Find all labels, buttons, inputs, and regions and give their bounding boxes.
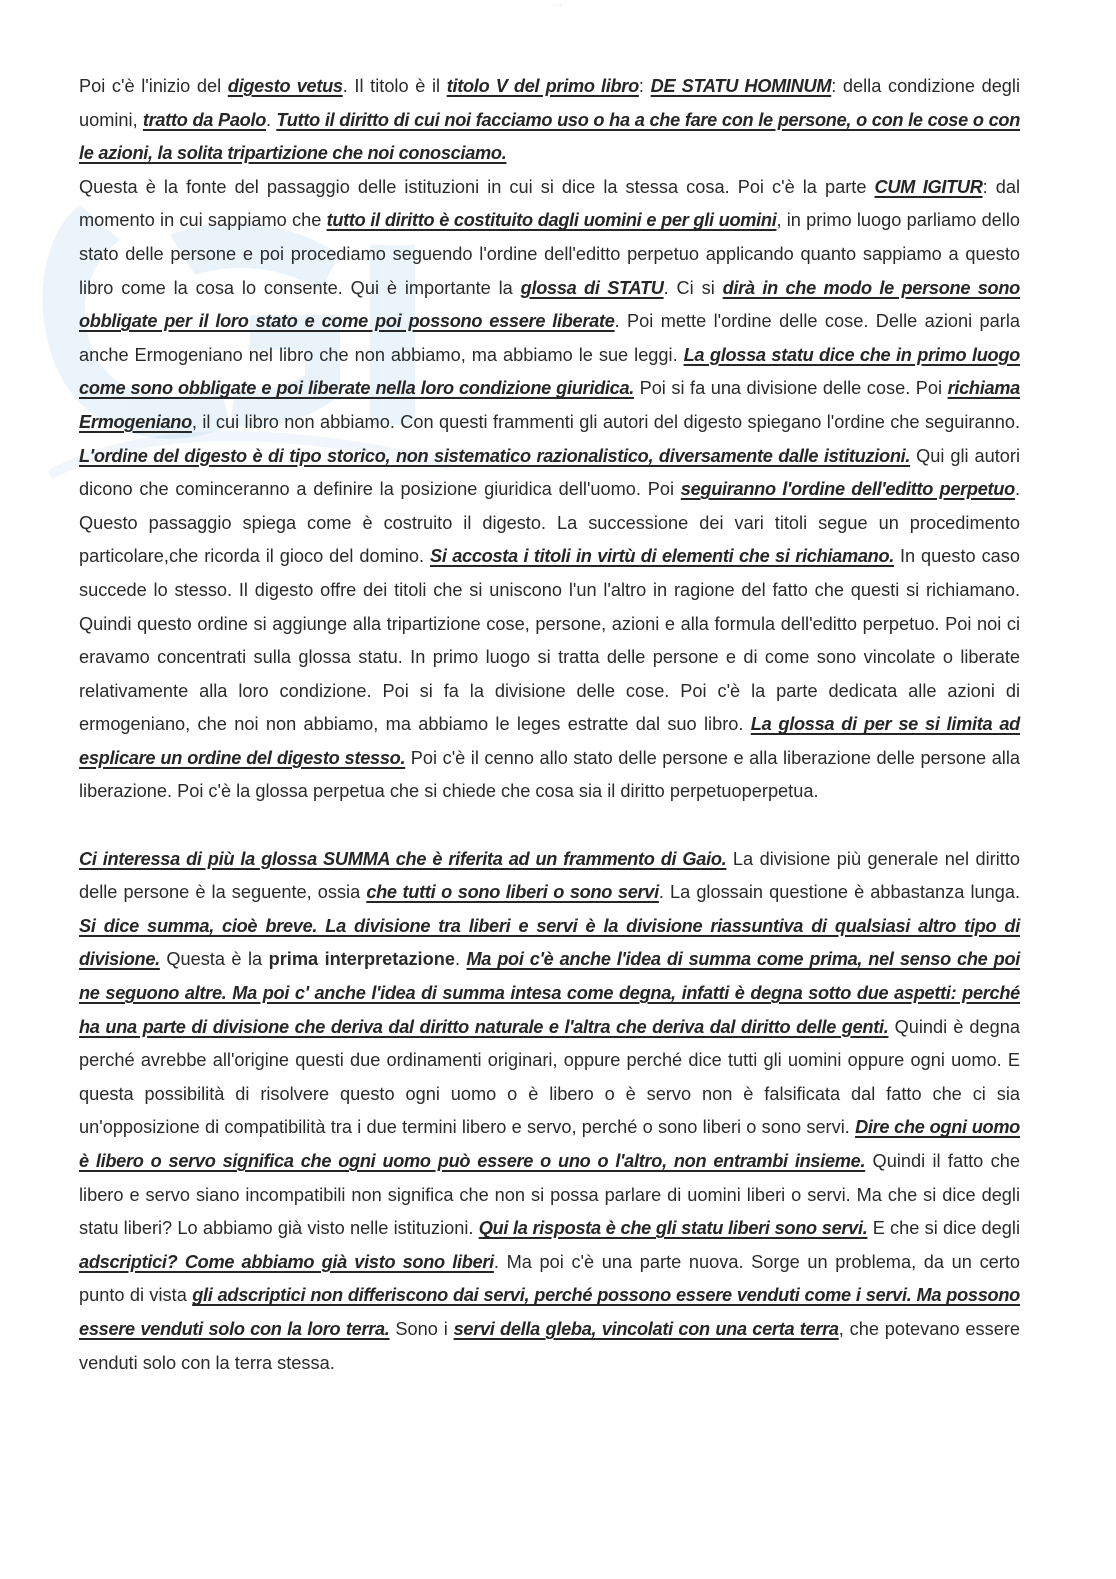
body-text: : xyxy=(638,76,651,96)
highlighted-text: che tutti o sono liberi o sono servi xyxy=(366,882,659,903)
highlighted-text: Qui la risposta è che gli statu liberi sono servi. xyxy=(478,1218,868,1239)
paragraph xyxy=(79,70,1020,171)
body-text: Questa è la fonte del passaggio delle istituzioni in cui si dice la stessa cosa. Poi c'è la parte xyxy=(79,176,875,197)
body-text: : della condizione degli uomini, xyxy=(79,76,1021,130)
body-text: Sono i xyxy=(389,1318,454,1339)
body-text: : dal momento in cui sappiamo che xyxy=(79,176,1020,231)
body-text: , che potevano essere venduti solo con la terra stessa. xyxy=(79,1318,1021,1373)
highlighted-text: La glossa di per se si limita ad esplicare un ordine del digesto stesso. xyxy=(79,714,1020,768)
highlighted-text: adscriptici? Come abbiamo già visto sono liberi xyxy=(79,1251,494,1272)
body-text: . Poi mette l'ordine delle cose. Delle azioni parla anche Ermogeniano nel libro che non abbiamo, ma abbiamo le sue leggi. xyxy=(79,311,1020,365)
body-text: . Ci si xyxy=(663,277,723,298)
body-text: . xyxy=(454,949,467,970)
highlighted-text: Dire che ogni uomo è libero o servo significa che ogni uomo può essere o uno o l'altro, non entrambi insieme. xyxy=(79,1117,1020,1171)
highlighted-text: servi della gleba, vincolati con una certa terra xyxy=(453,1318,839,1339)
body-text: Poi si fa una divisione delle cose. Poi xyxy=(634,378,948,399)
body-text: La divisione più generale nel diritto delle persone è la seguente, ossia xyxy=(79,848,1020,903)
page-body xyxy=(79,70,1020,1380)
body-text: Qui gli autori dicono che cominceranno a definire la posizione giuridica dell'uomo. Poi xyxy=(79,445,1021,500)
bold-text: prima interpretazione xyxy=(268,949,455,970)
body-text: . La glossain questione è abbastanza lunga. xyxy=(658,882,1020,903)
paragraph xyxy=(79,843,1020,1381)
highlighted-text: Tutto il diritto di cui noi facciamo uso o ha a che fare con le persone, o con le cose o con le azioni, la solita tripartizione che noi conosciamo. xyxy=(79,109,1021,164)
body-text: . Questo passaggio spiega come è costruito il digesto. La successione dei vari titoli segue un procedimento particolare,che ricorda il gioco del domino. xyxy=(79,479,1020,567)
body-text: Questa è la xyxy=(159,949,269,970)
highlighted-text: L'ordine del digesto è di tipo storico, non sistematico razionalistico, diversamente dalle istituzioni. xyxy=(79,445,911,466)
body-text: Quindi il fatto che libero e servo siano incompatibili non significa che non si possa parlare di uomini liberi o servi. Ma che si dice degli statu liberi? Lo abbiamo già visto nelle istituzioni. xyxy=(79,1151,1020,1239)
body-text: . Il titolo è il xyxy=(342,76,447,96)
highlighted-text: seguiranno l'ordine dell'editto perpetuo xyxy=(680,479,1015,500)
highlighted-text: digesto vetus xyxy=(227,76,343,96)
highlighted-text: tratto da Paolo xyxy=(142,109,267,130)
highlighted-text: CUM IGITUR xyxy=(874,176,983,197)
highlighted-text: richiama Ermogeniano xyxy=(79,378,1020,432)
highlighted-text: gli adscriptici non differiscono dai servi, perché possono essere venduti come i servi. Ma possono essere venduti solo con la loro terra. xyxy=(79,1285,1020,1339)
highlighted-text: dirà in che modo le persone sono obbligate per il loro stato e come poi possono essere liberate xyxy=(79,277,1020,332)
body-text: Quindi è degna perché avrebbe all'origine questi due ordinamenti originari, oppure perché dice tutti gli uomini oppure ogni uomo. E questa possibilità di risolvere questo ogni uomo o è libero o è servo non è falsificata dal fatto che ci sia un'opposizione di compatibilità tra i due termini libero e servo, perché o sono liberi o sono servi. xyxy=(79,1016,1020,1138)
paragraph xyxy=(79,171,1020,809)
body-text: . Ma poi c'è una parte nuova. Sorge un problema, da un certo punto di vista xyxy=(79,1251,1020,1306)
body-text: Poi c'è l'inizio del xyxy=(79,76,228,96)
highlighted-text: titolo V del primo libro xyxy=(446,76,639,96)
body-text: Poi c'è il cenno allo stato delle persone e alla liberazione delle persone alla liberazione. Poi c'è la glossa perpetua che si chiede che cosa sia il diritto perpetuoperpetua. xyxy=(79,747,1021,802)
body-text: , in primo luogo parliamo dello stato delle persone e poi procediamo seguendo l'ordine dell'editto perpetuo applicando quanto sappiamo a questo libro come la cosa lo consente. Qui è importante la xyxy=(79,210,1020,298)
body-text: In questo caso succede lo stesso. Il digesto offre dei titoli che si uniscono l'un l'altro in ragione del fatto che questi si richiamano. Quindi questo ordine si aggiunge alla tripartizione cose, persone, azioni e alla formula dell'editto perpetuo. Poi noi ci eravamo concentrati sulla glossa statu. In primo luogo si tratta delle persone e di come sono vincolate o liberate relativamente alla loro condizione. Poi si fa la divisione delle cose. Poi c'è la parte dedicata alle azioni di ermogeniano, che noi non abbiamo, ma abbiamo le leges estratte dal suo libro. xyxy=(79,546,1021,735)
highlighted-text: Si dice summa, cioè breve. La divisione tra liberi e servi è la divisione riassuntiva di qualsiasi altro tipo di divisione. xyxy=(79,915,1020,970)
highlighted-text: DE STATU HOMINUM xyxy=(650,76,832,96)
highlighted-text: tutto il diritto è costituito dagli uomini e per gli uomini xyxy=(326,210,777,231)
highlighted-text: La glossa statu dice che in primo luogo come sono obbligate e poi liberate nella loro condizione giuridica. xyxy=(79,344,1020,399)
body-text: . xyxy=(266,109,277,130)
highlighted-text: glossa di STATU xyxy=(520,277,664,298)
body-text: E che si dice degli xyxy=(867,1218,1020,1239)
highlighted-text: Ci interessa di più la glossa SUMMA che è riferita ad un frammento di Gaio. xyxy=(79,848,727,869)
highlighted-text: Ma poi c'è anche l'idea di summa come prima, nel senso che poi ne seguono altre. Ma poi c' anche l'idea di summa intesa come degna, infatti è degna sotto due aspetti: perché ha una parte di divisione che deriva dal diritto naturale e l'altra che deriva dal diritto delle genti. xyxy=(79,949,1021,1037)
highlighted-text: Si accosta i titoli in virtù di elementi che si richiamano. xyxy=(429,546,895,567)
page-header-mark: ··· xyxy=(553,2,563,9)
body-text: , il cui libro non abbiamo. Con questi frammenti gli autori del digesto spiegano l'ordine che seguiranno. xyxy=(191,411,1020,432)
